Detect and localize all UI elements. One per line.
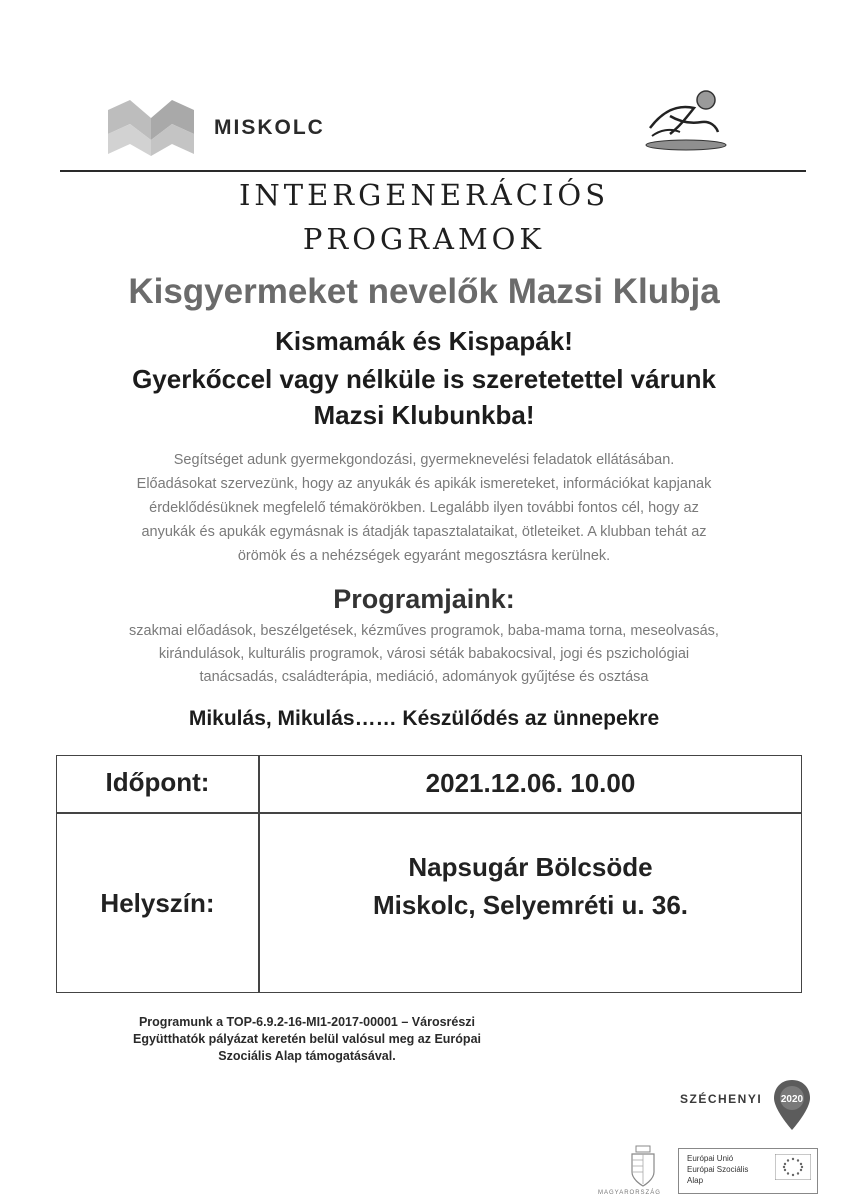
miskolc-logo-icon (108, 100, 194, 156)
description-line: Segítséget adunk gyermekgondozási, gyermeknevelési feladatok ellátásában. (173, 452, 675, 468)
event-info-table (56, 755, 802, 993)
programs-list (56, 620, 792, 689)
place-value-line1: Napsugár Bölcsöde (408, 852, 653, 882)
programs-line: tanácsadás, családterápia, mediáció, adományok gyűjtése és osztása (199, 669, 649, 685)
funding-note (82, 1014, 532, 1065)
description-line: örömök és a nehézségek egyaránt megosztásra kerülnek. (237, 548, 611, 564)
funding-line: Együtthatók pályázat keretén belül valósul meg az Európai (132, 1032, 481, 1046)
subtitle-line1: Kismamák és Kispapák! (275, 326, 573, 356)
header-rule (60, 170, 806, 172)
funding-line: Szociális Alap támogatásával. (218, 1049, 396, 1063)
event-title: Mikulás, Mikulás…… Készülődés az ünnepekre (188, 707, 660, 730)
table-divider-horizontal (57, 812, 801, 814)
eu-fund-box (678, 1148, 818, 1194)
szechenyi-label: SZÉCHENYI (680, 1092, 763, 1106)
description-line: Előadásokat szervezünk, hogy az anyukák és apikák ismereteket, információkat kapjanak (136, 476, 712, 492)
eu-flag-icon (775, 1154, 811, 1180)
time-value: 2021.12.06. 10.00 (425, 768, 636, 798)
club-title: Kisgyermeket nevelők Mazsi Klubja (128, 272, 720, 311)
hungary-coat-of-arms-icon (628, 1144, 658, 1188)
subtitle-line2: Gyerkőccel vagy nélküle is szeretetettel várunk (132, 364, 716, 394)
subtitle-line3: Mazsi Klubunkba! (313, 400, 535, 430)
eu-line1: Európai Unió (687, 1154, 734, 1163)
programs-heading: Programjaink: (333, 584, 515, 614)
description-line: anyukák és apukák egymásnak is átadják tapasztalataikat, ötleteiket. A klubban tehát az (141, 524, 707, 540)
eu-line3: Alap (687, 1176, 704, 1185)
gov-caption: MAGYARORSZÁG (598, 1190, 661, 1196)
szechenyi-pin-icon (772, 1078, 812, 1132)
place-label: Helyszín: (100, 888, 215, 918)
time-label: Időpont: (105, 767, 210, 797)
eu-line2: Európai Szociális (687, 1165, 749, 1174)
szechenyi-year: 2020 (780, 1094, 804, 1105)
main-title-line2: PROGRAMOK (302, 222, 546, 256)
place-value-line2: Miskolc, Selyemréti u. 36. (372, 890, 689, 920)
funding-line: Programunk a TOP-6.9.2-16-MI1-2017-00001 – Városrészi (138, 1015, 476, 1029)
main-title-line1: INTERGENERÁCIÓS (238, 178, 610, 212)
mazsi-figure-logo-icon (640, 88, 730, 154)
description-paragraph (70, 448, 778, 568)
programs-line: kirándulások, kulturális programok, városi séták babakocsival, jogi és pszichológiai (158, 646, 690, 662)
description-line: érdeklődésüknek megfelelő témakörökben. Legalább ilyen további fontos cél, hogy az (149, 500, 699, 516)
programs-line: szakmai előadások, beszélgetések, kézműves programok, baba-mama torna, meseolvasás, (129, 623, 719, 639)
brand-name: MISKOLC (214, 116, 325, 139)
